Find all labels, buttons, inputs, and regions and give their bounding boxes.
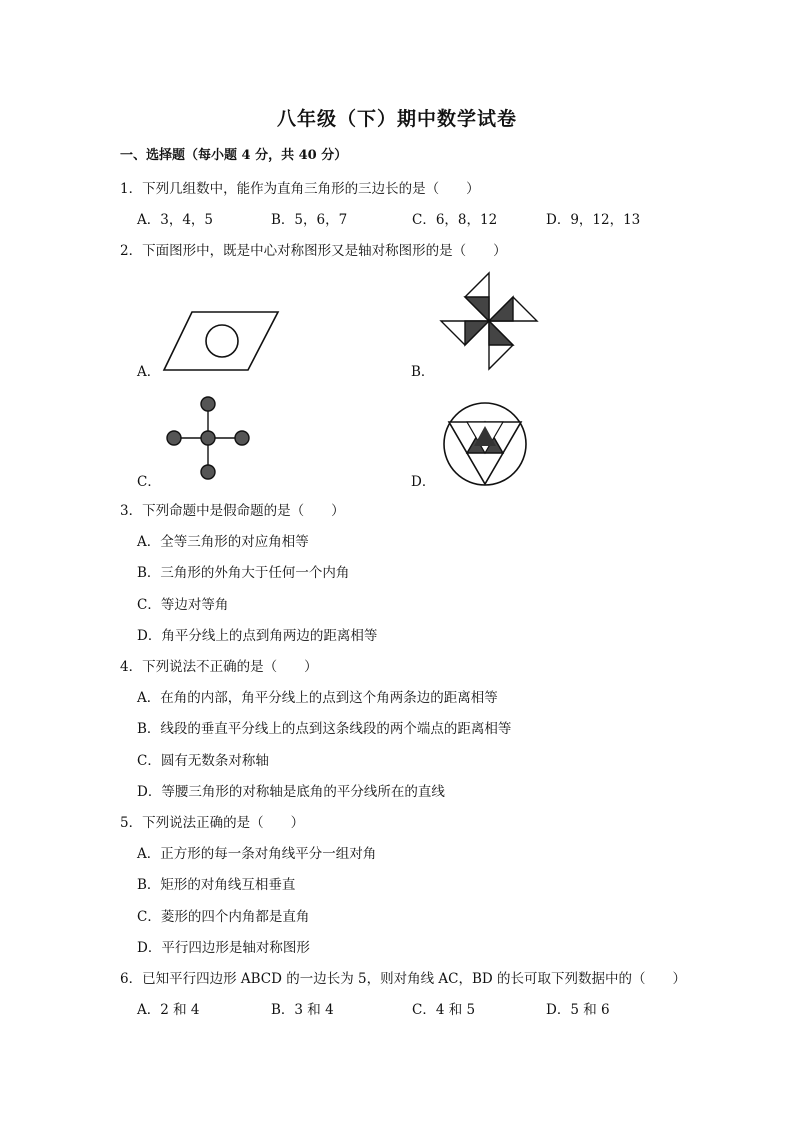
figure-d-label: D． <box>411 474 436 490</box>
q4-option-c: C．圆有无数条对称轴 <box>137 753 269 769</box>
figure-a-label: A． <box>137 364 161 380</box>
page-title: 八年级（下）期中数学试卷 <box>276 108 517 130</box>
section-heading: 一、选择题（每小题 4 分，共 40 分） <box>120 148 348 163</box>
q3-option-a: A．全等三角形的对应角相等 <box>137 534 309 550</box>
q5-option-a: A．正方形的每一条对角线平分一组对角 <box>137 846 377 862</box>
q6-option-d: D．5 和 6 <box>546 1002 610 1018</box>
q1-option-a: A．3，4，5 <box>137 212 214 228</box>
question-1-stem: 1．下列几组数中，能作为直角三角形的三边长的是（ ） <box>120 181 480 197</box>
q4-option-d: D．等腰三角形的对称轴是底角的平分线所在的直线 <box>137 784 445 800</box>
question-4-stem: 4．下列说法不正确的是（ ） <box>120 659 318 675</box>
q1-option-c: C．6，8，12 <box>412 212 498 228</box>
q6-option-b: B．3 和 4 <box>271 1002 334 1018</box>
question-5-stem: 5．下列说法正确的是（ ） <box>120 815 305 831</box>
figure-d-circle-triangles <box>440 400 530 490</box>
q5-option-b: B．矩形的对角线互相垂直 <box>137 877 296 893</box>
q1-option-b: B．5，6，7 <box>271 212 348 228</box>
q3-option-d: D．角平分线上的点到角两边的距离相等 <box>137 628 378 644</box>
q3-option-b: B．三角形的外角大于任何一个内角 <box>137 565 350 581</box>
q1-option-d: D．9，12，13 <box>546 212 641 228</box>
q4-option-a: A．在角的内部，角平分线上的点到这个角两条边的距离相等 <box>137 690 498 706</box>
figure-a-parallelogram <box>160 305 285 375</box>
figure-b-label: B． <box>411 364 435 380</box>
q5-option-c: C．菱形的四个内角都是直角 <box>137 909 310 925</box>
question-2-stem: 2．下面图形中，既是中心对称图形又是轴对称图形的是（ ） <box>120 243 507 259</box>
q3-option-c: C．等边对等角 <box>137 597 229 613</box>
question-3-stem: 3．下列命题中是假命题的是（ ） <box>120 503 345 519</box>
q4-option-b: B．线段的垂直平分线上的点到这条线段的两个端点的距离相等 <box>137 721 512 737</box>
q6-option-a: A．2 和 4 <box>137 1002 200 1018</box>
q6-option-c: C．4 和 5 <box>412 1002 476 1018</box>
figure-c-dot-cross <box>160 392 260 482</box>
q5-option-d: D．平行四边形是轴对称图形 <box>137 940 310 956</box>
question-6-stem: 6．已知平行四边形 ABCD 的一边长为 5，则对角线 AC，BD 的长可取下列数据中的（ ） <box>120 971 687 987</box>
figure-c-label: C． <box>137 474 161 490</box>
figure-b-pinwheel <box>438 270 540 372</box>
